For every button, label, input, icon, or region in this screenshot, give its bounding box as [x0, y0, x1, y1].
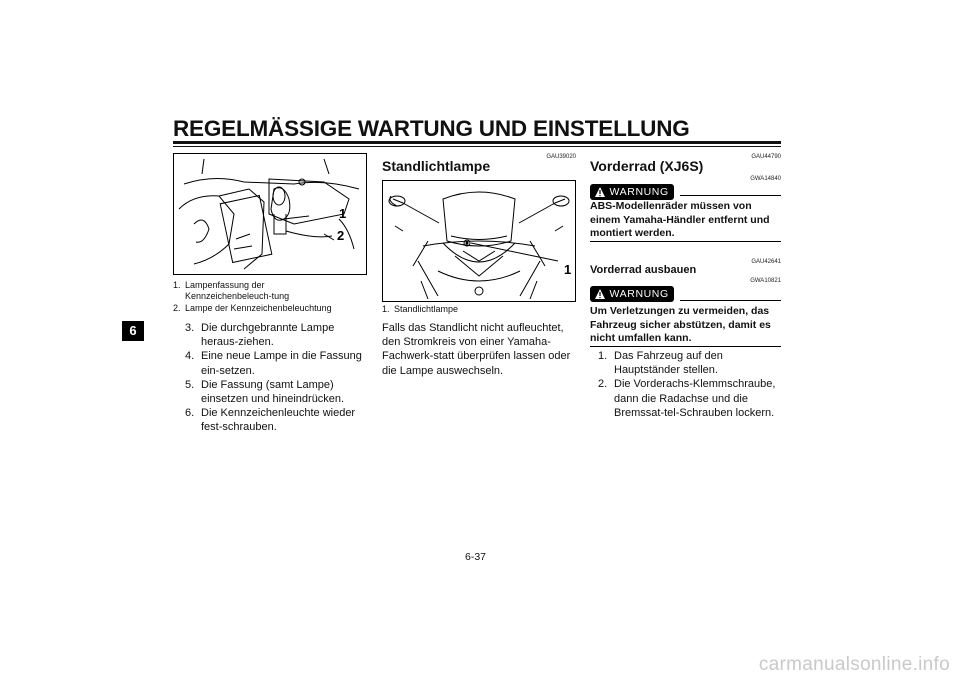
section-code: GAU42641 — [751, 259, 781, 265]
list-item: 2. Die Vorderachs-Klemmschraube, dann die Radachse und die Bremssat-tel-Schrauben lockern. — [598, 378, 776, 419]
list-item: 5. Die Fassung (samt Lampe) einsetzen und hineindrücken. — [185, 378, 345, 406]
section-code: GAU39020 — [546, 154, 576, 160]
position-lamp-illustration — [383, 181, 575, 301]
list-item: 4. Eine neue Lampe in die Fassung ein-setzen. — [185, 350, 362, 377]
warning-bottom-rule — [590, 346, 781, 347]
body-paragraph: Falls das Standlicht nicht aufleuchtet, den Stromkreis von einer Yamaha-Fachwerk-statt überprüfen lassen oder die Lampe auswechseln. — [382, 322, 571, 377]
warning-badge: WARNUNG — [590, 184, 674, 202]
warning-code: GWA14840 — [750, 176, 781, 182]
warning-icon — [594, 288, 606, 300]
callout-1: 1 — [564, 262, 572, 277]
license-lamp-figure — [173, 153, 367, 275]
section-title: Vorderrad (XJ6S) — [590, 158, 704, 174]
watermark: carmanualsonline.info — [758, 654, 950, 675]
section-code: GAU44790 — [751, 154, 781, 160]
caption-item: 1. Lampenfassung der Kennzeichenbeleuch-tung — [173, 280, 290, 301]
page-number: 6-37 — [465, 551, 487, 563]
warning-icon — [594, 186, 606, 198]
caption-item: 1. Standlichtlampe — [382, 304, 459, 314]
header-rule-thin — [173, 146, 781, 147]
list-item: 1. Das Fahrzeug auf den Hauptständer stellen. — [598, 350, 723, 377]
section-title: Standlichtlampe — [382, 158, 491, 174]
warning-text: ABS-Modellenräder müssen von einem Yamaha-Händler entfernt und montiert werden. — [590, 200, 770, 239]
warning-top-rule — [680, 300, 781, 301]
figure-caption-list — [173, 280, 365, 314]
warning-top-rule — [680, 195, 781, 196]
steps-list-col1 — [183, 321, 368, 435]
subsection-title: Vorderrad ausbauen — [590, 264, 697, 276]
caption-item: 2. Lampe der Kennzeichenbeleuchtung — [173, 303, 332, 313]
warning-text: Um Verletzungen zu vermeiden, das Fahrzeug sicher abstützen, damit es nicht umfallen kann. — [590, 305, 771, 344]
list-item: 3. Die durchgebrannte Lampe heraus-ziehen. — [185, 322, 335, 349]
steps-list-col3 — [596, 349, 786, 420]
warning-badge: WARNUNG — [590, 286, 674, 304]
warning-code: GWA10821 — [750, 278, 781, 284]
callout-1: 1 — [339, 206, 347, 221]
callout-2: 2 — [337, 228, 345, 243]
page-header: REGELMÄSSIGE WARTUNG UND EINSTELLUNG — [173, 116, 690, 141]
license-lamp-illustration — [174, 154, 366, 274]
figure-caption-list — [382, 304, 574, 315]
warning-bottom-rule — [590, 241, 781, 242]
list-item: 6. Die Kennzeichenleuchte wieder fest-schrauben. — [185, 407, 356, 434]
chapter-tab: 6 — [122, 321, 144, 341]
position-lamp-figure — [382, 180, 576, 302]
header-rule-thick — [173, 141, 781, 144]
